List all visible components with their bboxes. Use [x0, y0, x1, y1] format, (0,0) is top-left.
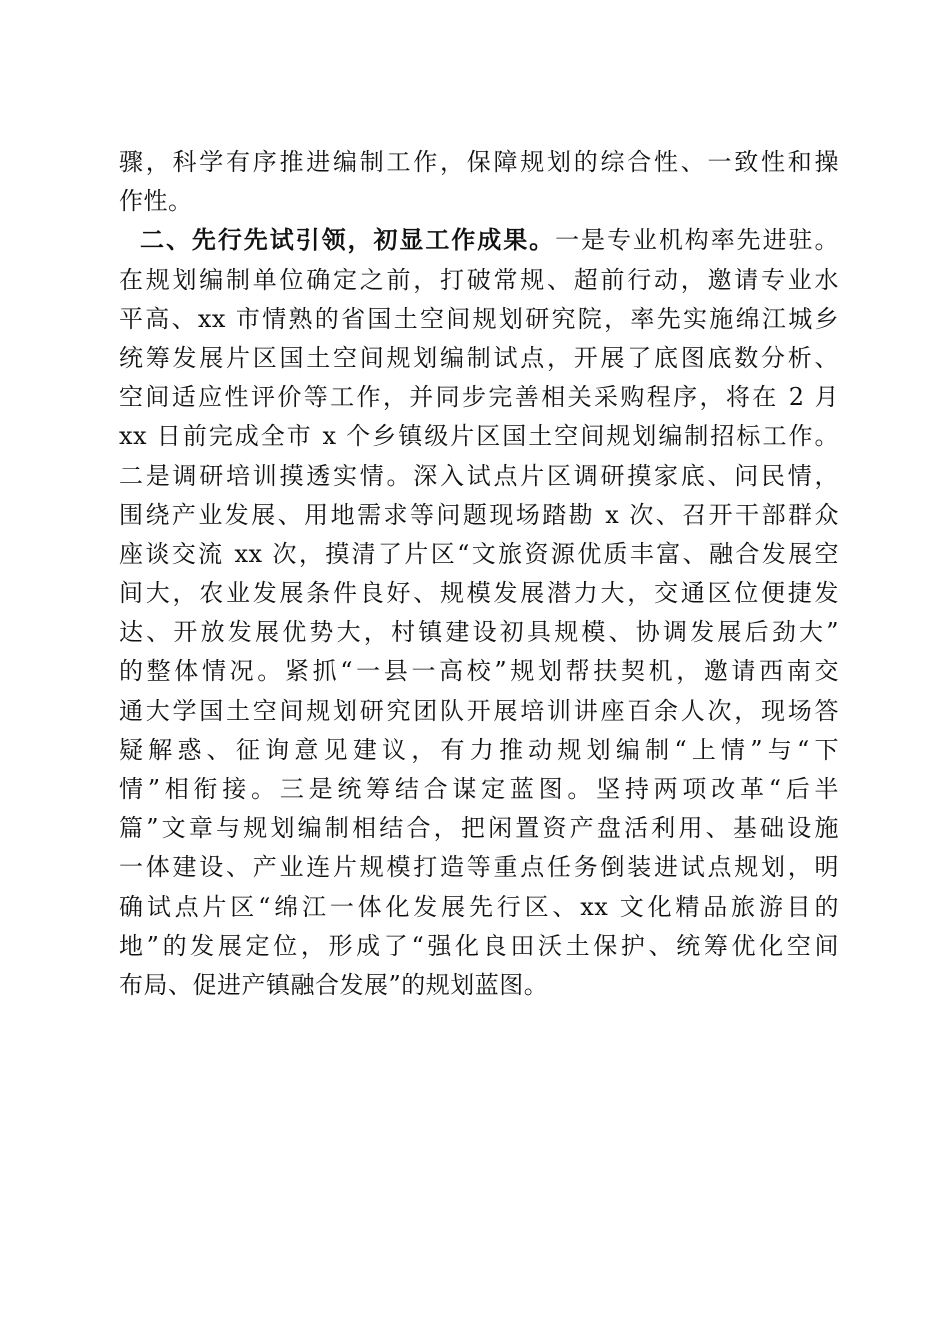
- text-line-rest: 一是专业机构率先进驻。: [555, 226, 840, 255]
- text-line: 篇”文章与规划编制相结合，把闲置资产盘活利用、基础设施: [119, 814, 839, 843]
- text-line: 疑解惑、征询意见建议，有力推动规划编制“上情”与“下: [119, 735, 839, 764]
- text-line: 座谈交流 xx 次，摸清了片区“文旅资源优质丰富、融合发展空: [119, 539, 839, 568]
- text-line: 的整体情况。紧抓“一县一高校”规划帮扶契机，邀请西南交: [119, 657, 839, 686]
- text-line: xx 日前完成全市 x 个乡镇级片区国土空间规划编制招标工作。: [119, 422, 839, 451]
- text-line: 统筹发展片区国土空间规划编制试点，开展了底图底数分析、: [119, 343, 839, 372]
- text-line: 地”的发展定位，形成了“强化良田沃土保护、统筹优化空间: [119, 931, 839, 960]
- text-line: 一体建设、产业连片规模打造等重点任务倒装进试点规划，明: [119, 853, 839, 882]
- text-line: 通大学国土空间规划研究团队开展培训讲座百余人次，现场答: [119, 696, 839, 725]
- text-line: 骤，科学有序推进编制工作，保障规划的综合性、一致性和操: [119, 148, 839, 176]
- text-line: 空间适应性评价等工作，并同步完善相关采购程序，将在 2 月: [119, 383, 839, 412]
- body-text: [119, 143, 839, 1005]
- text-line: 确试点片区“绵江一体化发展先行区、xx 文化精品旅游目的: [119, 892, 839, 921]
- text-line: 作性。: [119, 187, 193, 216]
- section-heading: 二、先行先试引领，初显工作成果。: [140, 226, 556, 255]
- section-heading-line: [119, 221, 839, 260]
- text-line: 达、开放发展优势大，村镇建设初具规模、协调发展后劲大”: [119, 618, 839, 647]
- text-line: 围绕产业发展、用地需求等问题现场踏勘 x 次、召开干部群众: [119, 500, 839, 529]
- text-line: 情”相衔接。三是统筹结合谋定蓝图。坚持两项改革“后半: [119, 775, 839, 803]
- text-line: 平高、xx 市情熟的省国土空间规划研究院，率先实施绵江城乡: [119, 304, 839, 333]
- text-line: 布局、促进产镇融合发展”的规划蓝图。: [119, 970, 549, 999]
- text-line: 在规划编制单位确定之前，打破常规、超前行动，邀请专业水: [119, 265, 839, 294]
- text-line: 间大，农业发展条件良好、规模发展潜力大，交通区位便捷发: [119, 579, 839, 608]
- text-line: 二是调研培训摸透实情。深入试点片区调研摸家底、问民情，: [119, 461, 839, 490]
